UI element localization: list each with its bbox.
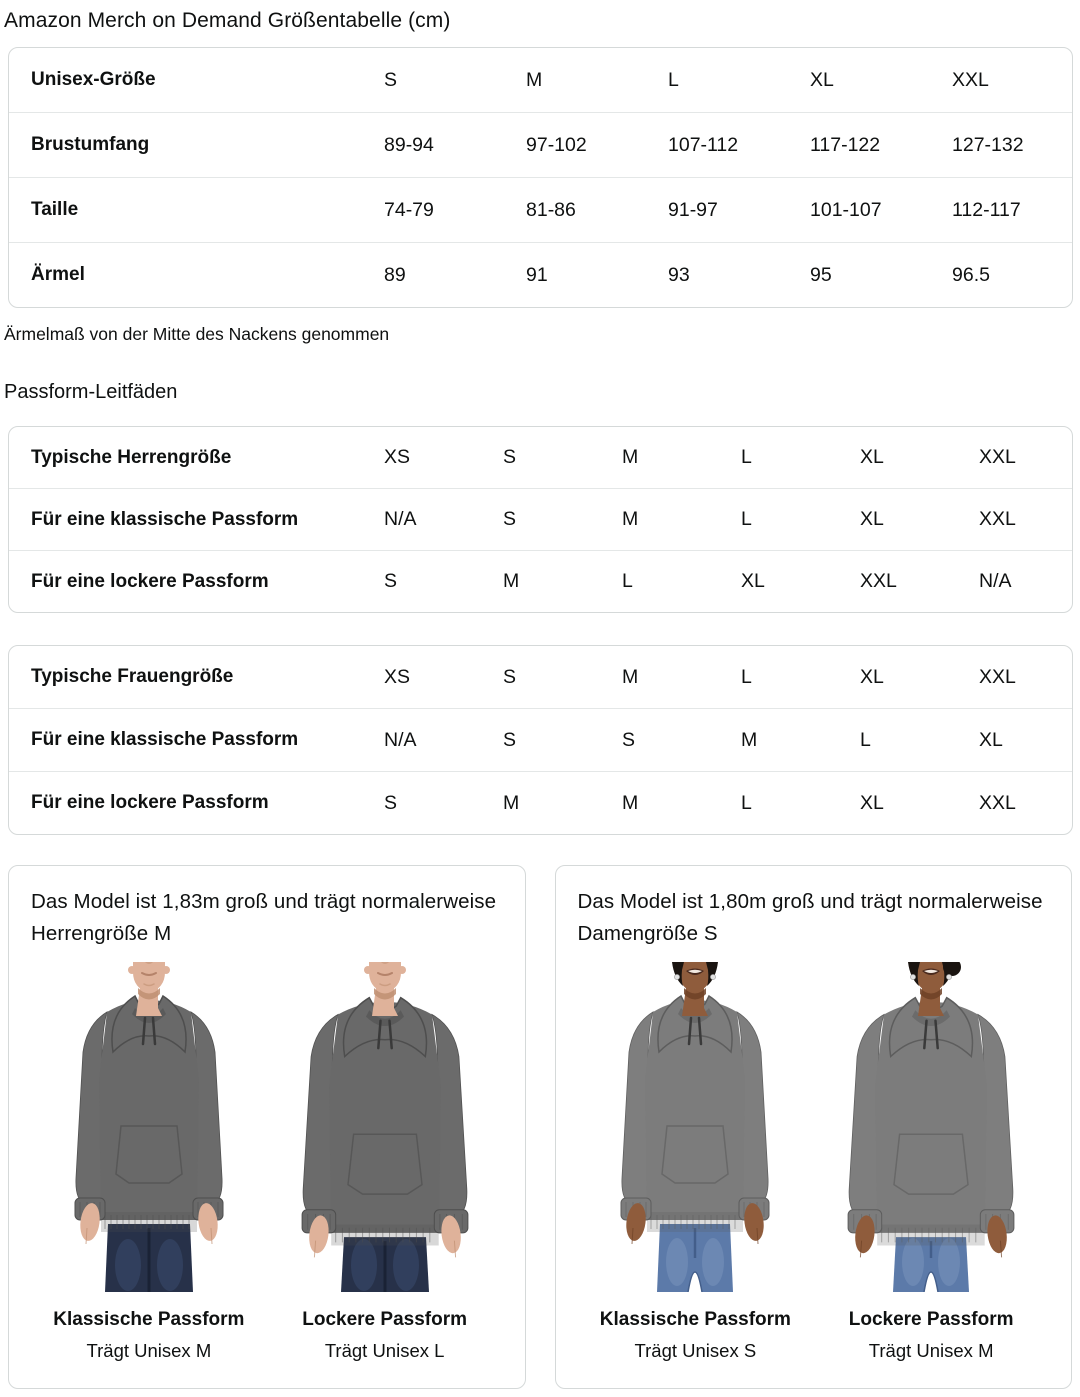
column-header: XL: [810, 68, 834, 91]
model-photo-loose-men: [283, 962, 487, 1292]
model-figure: [283, 962, 487, 1362]
size-cell: M: [503, 570, 520, 592]
size-cell: XL: [860, 665, 884, 688]
size-cell: XL: [860, 508, 884, 530]
table-row: [9, 708, 1072, 771]
size-cell: XXL: [979, 446, 1016, 468]
size-cell: XXL: [979, 665, 1016, 688]
model-figure: [47, 962, 251, 1362]
size-cell: L: [741, 446, 752, 468]
size-cell: XXL: [979, 508, 1016, 530]
table-row: [9, 771, 1072, 834]
model-description: Das Model ist 1,83m groß und trägt normalerweise Herrengröße M: [31, 890, 497, 945]
size-cell: 81-86: [526, 198, 576, 221]
size-cell: L: [741, 508, 752, 530]
fit-caption: Klassische Passform: [53, 1308, 245, 1330]
size-cell: N/A: [979, 570, 1012, 592]
size-cell: M: [622, 508, 639, 530]
page-title: Amazon Merch on Demand Größentabelle (cm): [4, 9, 451, 32]
size-cell: 117-122: [810, 133, 881, 156]
size-cell: L: [860, 728, 871, 751]
size-cell: 74-79: [384, 198, 434, 221]
size-cell: S: [503, 728, 517, 751]
sleeve-note: Ärmelmaß von der Mitte des Nackens genommen: [4, 324, 390, 344]
size-cell: 107-112: [668, 133, 739, 156]
table-header-row: [9, 48, 1072, 112]
size-cell: S: [503, 508, 517, 530]
fit-caption: Klassische Passform: [599, 1308, 791, 1330]
size-caption: Trägt Unisex S: [634, 1339, 757, 1361]
unisex-size-table: [8, 47, 1073, 308]
size-cell: L: [622, 570, 633, 592]
model-card-women: [555, 865, 1073, 1389]
fit-guides-heading: Passform-Leitfäden: [4, 381, 178, 403]
size-cell: L: [741, 665, 752, 688]
size-chart-page: [0, 9, 1080, 1389]
model-photo-classic-men: [47, 962, 251, 1292]
size-cell: XL: [979, 728, 1003, 751]
size-cell: 91-97: [668, 198, 718, 221]
row-label: Taille: [31, 199, 79, 220]
size-cell: 96.5: [952, 263, 990, 286]
model-figure: [829, 962, 1033, 1362]
size-cell: 89: [384, 263, 406, 286]
row-label: Typische Frauengröße: [31, 666, 234, 687]
size-cell: XXL: [979, 791, 1016, 814]
model-photo-classic-women: [593, 962, 797, 1292]
size-cell: M: [622, 791, 639, 814]
row-label: Für eine lockere Passform: [31, 792, 269, 813]
size-cell: S: [384, 570, 398, 592]
size-cell: XL: [860, 791, 884, 814]
size-cell: M: [503, 791, 520, 814]
table-row: [9, 488, 1072, 550]
size-cell: S: [503, 446, 517, 468]
row-label: Brustumfang: [31, 134, 150, 155]
model-card-men: [8, 865, 526, 1389]
size-cell: 91: [526, 263, 548, 286]
size-cell: L: [741, 791, 752, 814]
photo-row: [31, 962, 503, 1362]
size-cell: XS: [384, 665, 411, 688]
table-row: [9, 112, 1072, 177]
row-label: Ärmel: [31, 264, 85, 285]
row-label: Unisex-Größe: [31, 69, 156, 90]
mens-fit-table: [8, 426, 1073, 613]
row-label: Für eine klassische Passform: [31, 729, 299, 750]
size-cell: N/A: [384, 508, 417, 530]
size-cell: M: [741, 728, 758, 751]
model-photo-loose-women: [829, 962, 1033, 1292]
column-header: XXL: [952, 68, 989, 91]
womens-fit-table: [8, 645, 1073, 835]
size-cell: XXL: [860, 570, 897, 592]
size-cell: N/A: [384, 728, 417, 751]
table-row: [9, 427, 1072, 488]
size-cell: M: [622, 665, 639, 688]
size-cell: 95: [810, 263, 832, 286]
column-header: L: [668, 68, 679, 91]
size-caption: Trägt Unisex M: [86, 1339, 212, 1361]
size-cell: 101-107: [810, 198, 882, 221]
size-cell: S: [384, 791, 398, 814]
column-header: S: [384, 68, 398, 91]
size-cell: 89-94: [384, 133, 434, 156]
table-row: [9, 646, 1072, 708]
size-caption: Trägt Unisex L: [324, 1339, 445, 1361]
fit-caption: Lockere Passform: [848, 1308, 1014, 1330]
photo-row: [578, 962, 1050, 1362]
size-cell: XL: [860, 446, 884, 468]
table-row: [9, 242, 1072, 307]
table-row: [9, 177, 1072, 242]
column-header: M: [526, 68, 543, 91]
size-cell: 93: [668, 263, 690, 286]
model-cards: [8, 865, 1072, 1389]
size-cell: M: [622, 446, 639, 468]
size-caption: Trägt Unisex M: [868, 1339, 994, 1361]
size-cell: S: [622, 728, 636, 751]
size-cell: S: [503, 665, 517, 688]
size-cell: 97-102: [526, 133, 587, 156]
table-row: [9, 550, 1072, 612]
size-cell: XS: [384, 446, 411, 468]
row-label: Für eine lockere Passform: [31, 570, 269, 592]
size-cell: XL: [741, 570, 765, 592]
row-label: Typische Herrengröße: [31, 446, 232, 468]
model-figure: [593, 962, 797, 1362]
fit-caption: Lockere Passform: [302, 1308, 467, 1330]
size-cell: 127-132: [952, 133, 1024, 156]
row-label: Für eine klassische Passform: [31, 508, 299, 530]
model-description: Das Model ist 1,80m groß und trägt normalerweise Damengröße S: [577, 890, 1043, 945]
size-cell: 112-117: [952, 198, 1021, 221]
